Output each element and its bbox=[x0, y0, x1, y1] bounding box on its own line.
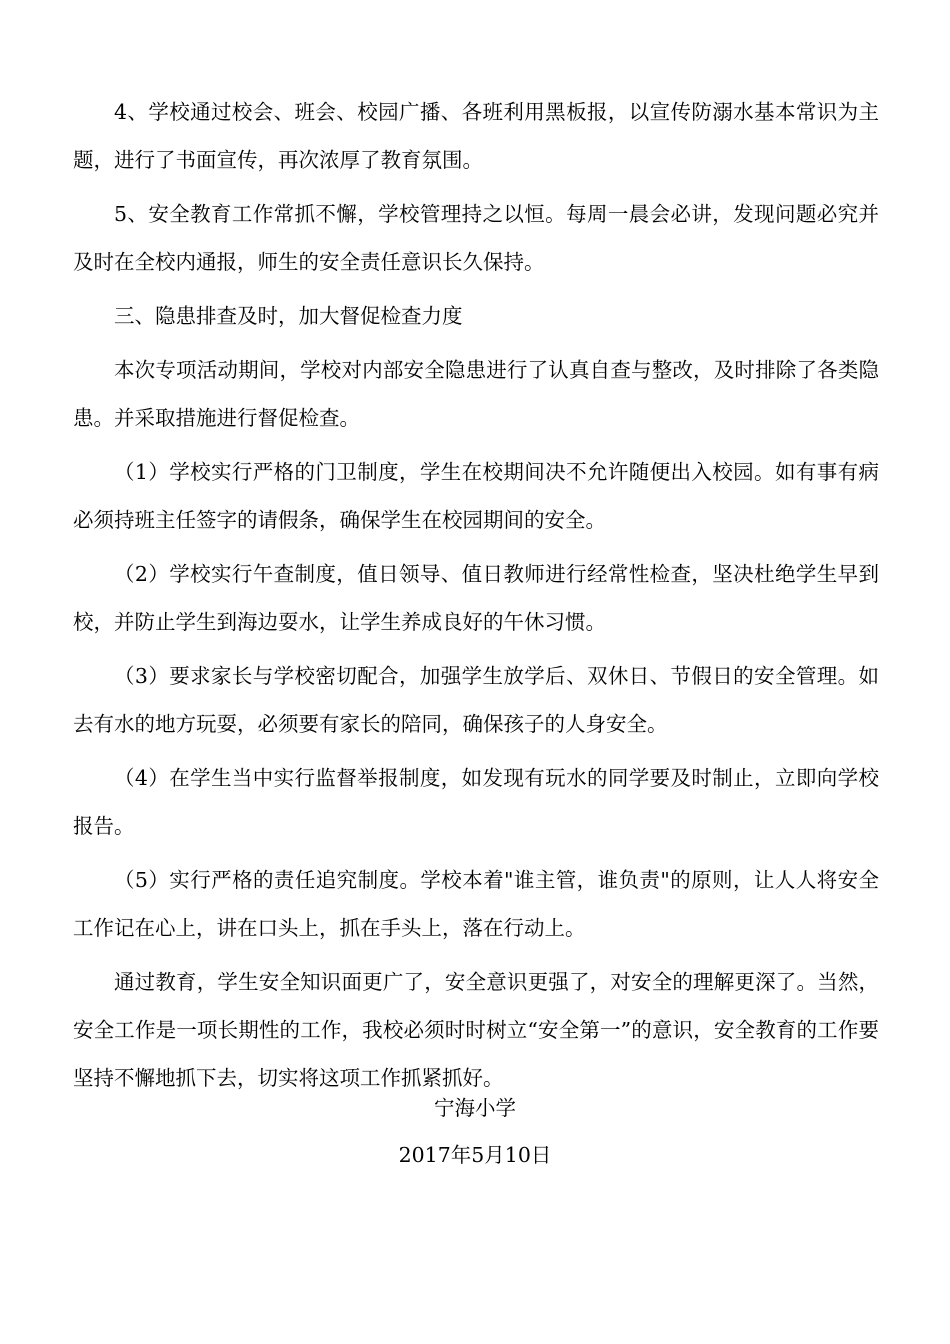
section-heading-hazard-inspection: 三、隐患排查及时，加大督促检查力度 bbox=[114, 304, 463, 328]
signature-date: 2017年5月10日 bbox=[398, 1143, 552, 1167]
paragraph-measure-4-reporting: （4）在学生当中实行监督举报制度，如发现有玩水的同学要及时制止，立即向学校报告。 bbox=[73, 766, 879, 838]
signature-organization: 宁海小学 bbox=[434, 1096, 516, 1120]
paragraph-measure-1-gatekeeping: （1）学校实行严格的门卫制度，学生在校期间决不允许随便出入校园。如有事有病必须持班主任签字的请假条，确保学生在校园期间的安全。 bbox=[73, 460, 879, 532]
paragraph-measure-5-accountability: （5）实行严格的责任追究制度。学校本着"谁主管，谁负责"的原则，让人人将安全工作记在心上，讲在口头上，抓在手头上，落在行动上。 bbox=[73, 868, 879, 940]
paragraph-self-inspection: 本次专项活动期间，学校对内部安全隐患进行了认真自查与整改，及时排除了各类隐患。并采取措施进行督促检查。 bbox=[73, 358, 879, 430]
paragraph-measure-2-noon-check: （2）学校实行午查制度，值日领导、值日教师进行经常性检查，坚决杜绝学生早到校，并防止学生到海边耍水，让学生养成良好的午休习惯。 bbox=[73, 562, 879, 634]
paragraph-item-4-publicity: 4、学校通过校会、班会、校园广播、各班利用黑板报，以宣传防溺水基本常识为主题，进行了书面宣传，再次浓厚了教育氛围。 bbox=[73, 100, 879, 172]
document-body bbox=[73, 88, 879, 1108]
paragraph-item-5-management: 5、安全教育工作常抓不懈，学校管理持之以恒。每周一晨会必讲，发现问题必究并及时在全校内通报，师生的安全责任意识长久保持。 bbox=[73, 202, 879, 274]
paragraph-conclusion: 通过教育，学生安全知识面更广了，安全意识更强了，对安全的理解更深了。当然，安全工作是一项长期性的工作，我校必须时时树立“安全第一”的意识，安全教育的工作要坚持不懈地抓下去，切实将这项工作抓紧抓好。 bbox=[73, 970, 879, 1090]
paragraph-measure-3-parents: （3）要求家长与学校密切配合，加强学生放学后、双休日、节假日的安全管理。如去有水的地方玩耍，必须要有家长的陪同，确保孩子的人身安全。 bbox=[73, 664, 879, 736]
